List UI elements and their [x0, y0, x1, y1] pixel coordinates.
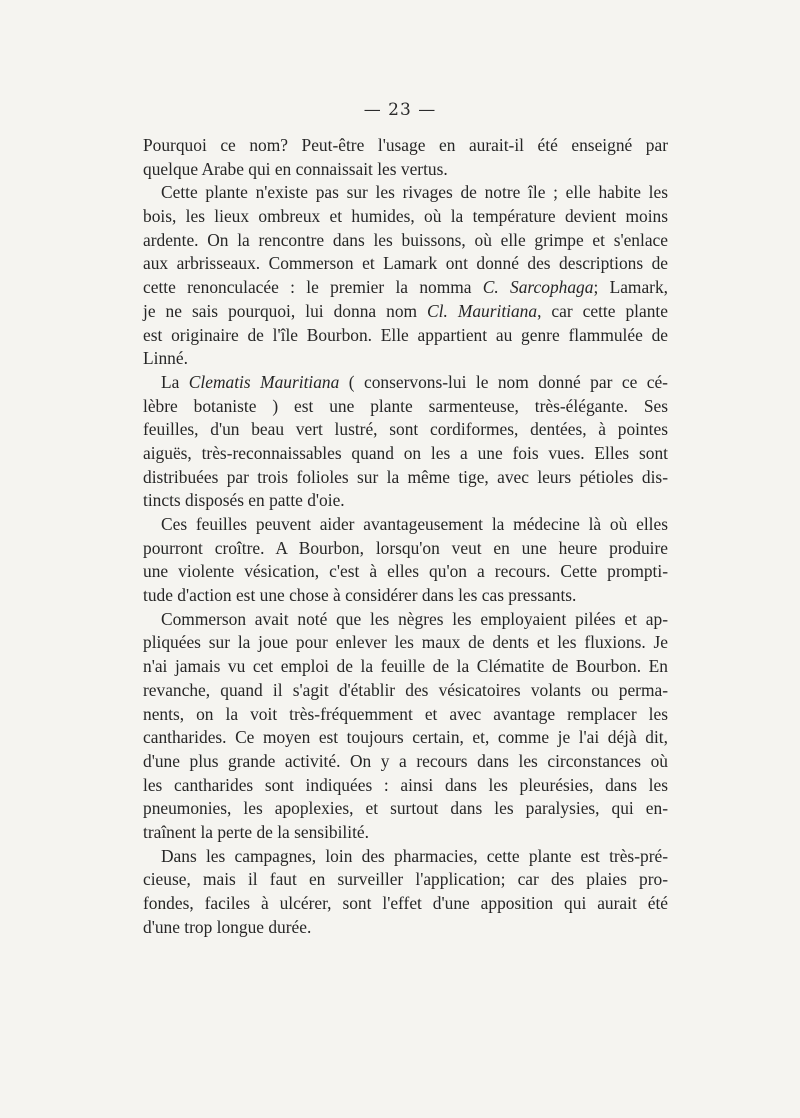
text-line: les cantharides sont indiquées : ainsi dans les pleurésies, dans les [143, 774, 668, 795]
text-line: Pourquoi ce nom? Peut-être l'usage en aurait-il été enseigné par [143, 135, 668, 155]
page-number: — 23 — [363, 100, 437, 120]
text-line: Commerson avait noté que les nègres les employaient pilées et ap- [161, 608, 668, 629]
text-line: n'ai jamais vu cet emploi de la feuille de la Clématite de Bourbon. En [143, 656, 668, 677]
text-line: je ne sais pourquoi, lui donna nom Cl. Mauritiana, car cette plante [143, 300, 668, 321]
text-line: bois, les lieux ombreux et humides, où la température devient moins [143, 206, 668, 227]
paragraph [143, 371, 668, 513]
text-line: lèbre botaniste ) est une plante sarmenteuse, très-élégante. Ses [143, 395, 668, 416]
text-line: d'une plus grande activité. On y a recours dans les circonstances où [143, 750, 668, 771]
text-line: Linné. [143, 348, 188, 369]
text-line: La Clematis Mauritiana ( conservons-lui le nom donné par ce cé- [161, 371, 668, 392]
text-line: distribuées par trois folioles sur la même tige, avec leurs pétioles dis- [143, 466, 668, 487]
italic-species-name: Cl. Mauritiana [427, 300, 538, 321]
text-line: Ces feuilles peuvent aider avantageusement la médecine là où elles [161, 514, 668, 534]
text-line: ardente. On la rencontre dans les buissons, où elle grimpe et s'enlace [143, 229, 668, 250]
paragraph [143, 134, 668, 181]
text-line: quelque Arabe qui en connaissait les vertus. [143, 158, 448, 179]
paragraph [143, 513, 668, 608]
italic-species-name: Clematis Mauritiana [188, 371, 340, 392]
paragraph [143, 181, 668, 371]
text-line: revanche, quand il s'agit d'établir des vésicatoires volants ou perma- [143, 679, 668, 700]
text-line: pourront croître. A Bourbon, lorsqu'on veut en une heure produire [143, 537, 668, 558]
text-line: fondes, faciles à ulcérer, sont l'effet d'une apposition qui aurait été [143, 893, 668, 913]
text-line: aiguës, très-reconnaissables quand on les a une fois vues. Elles sont [143, 442, 668, 463]
text-line: tude d'action est une chose à considérer dans les cas pressants. [143, 585, 577, 606]
text-line: est originaire de l'île Bourbon. Elle appartient au genre flammulée de [143, 324, 668, 345]
text-line: tincts disposés en patte d'oie. [143, 490, 345, 511]
text-line: Dans les campagnes, loin des pharmacies, cette plante est très-pré- [161, 845, 668, 866]
text-line: pneumonies, les apoplexies, et surtout dans les paralysies, qui en- [143, 798, 668, 819]
text-line: cieuse, mais il faut en surveiller l'application; car des plaies pro- [143, 869, 668, 890]
text-line: pliquées sur la joue pour enlever les maux de dents et les fluxions. Je [143, 632, 668, 653]
text-line: d'une trop longue durée. [143, 916, 312, 937]
text-line: Cette plante n'existe pas sur les rivages de notre île ; elle habite les [161, 182, 668, 203]
paragraph [143, 845, 668, 940]
text-line: une violente vésication, c'est à elles qu'on a recours. Cette prompti- [143, 561, 668, 582]
paragraph [143, 608, 668, 845]
body-text [143, 134, 668, 939]
italic-species-name: C. Sarcophaga [482, 277, 594, 298]
text-line: cantharides. Ce moyen est toujours certain, et, comme je l'ai déjà dit, [143, 727, 668, 748]
text-line: aux arbrisseaux. Commerson et Lamark ont donné des descriptions de [143, 253, 668, 274]
text-line: nents, on la voit très-fréquemment et avec avantage remplacer les [143, 703, 668, 724]
text-line: cette renonculacée : le premier la nomma C. Sarcophaga; Lamark, [143, 277, 669, 298]
text-line: traînent la perte de la sensibilité. [143, 821, 369, 842]
text-line: feuilles, d'un beau vert lustré, sont cordiformes, dentées, à pointes [143, 419, 668, 440]
